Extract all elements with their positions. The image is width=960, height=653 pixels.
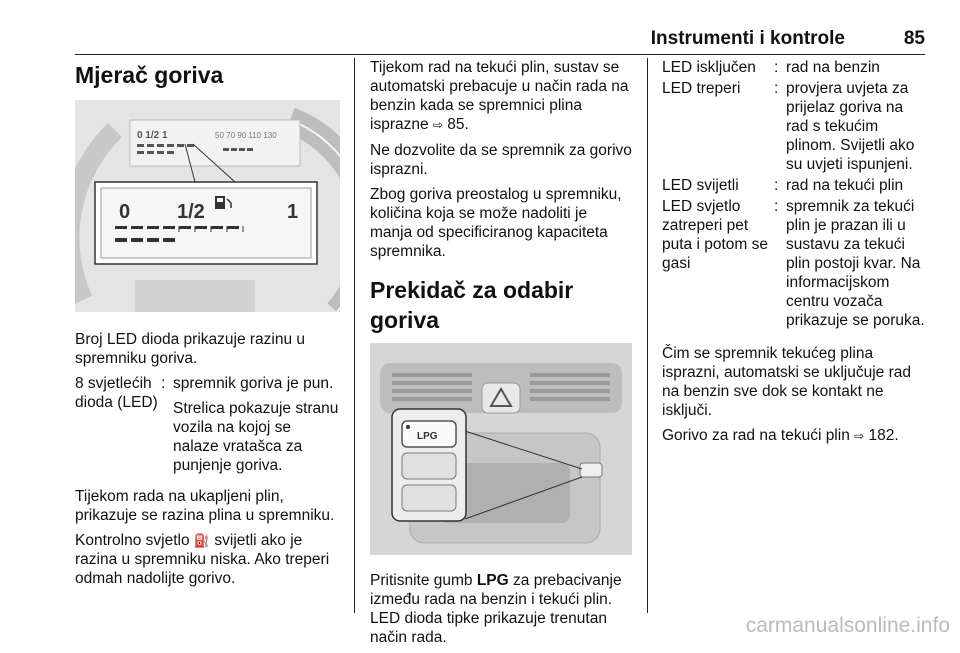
page-header <box>75 28 925 55</box>
warning-light-note <box>75 531 340 588</box>
warning-light-text-b: svijetli ako je razina u spremniku niska. Ako treperi odmah nadolijte gorivo. <box>75 532 330 587</box>
lpg-fuel-reference <box>662 426 926 446</box>
fuel-selector-illustration <box>370 343 632 555</box>
status-term: LED treperi <box>662 80 741 97</box>
fuel-gauge-illustration <box>75 100 340 312</box>
refill-capacity-note: Zbog goriva preostalog u spremniku, količina koja se može nadoliti je manja od specificiranog kapaciteta spremnika. <box>370 186 622 260</box>
empty-tank-warning: Ne dozvolite da se spremnik za gorivo isprazni. <box>370 142 632 178</box>
page-reference-icon: ⇨ <box>432 118 443 132</box>
fuel-warning-icon: ⛽ <box>193 533 211 548</box>
status-row <box>662 58 926 79</box>
fuel-selector-figure <box>370 343 632 555</box>
status-description: provjera uvjeta za prijelaz goriva na rad s tekućim plinom. Svijetli ako su uvjeti ispunjeni. <box>786 80 915 173</box>
status-row <box>662 176 926 197</box>
watermark: carmanualsonline.info <box>745 614 950 637</box>
led-definition-list <box>75 374 340 477</box>
status-description: spremnik za tekući plin je prazan ili u sustavu za tekući plin postoji kvar. Na informacijskom centru vozača prikazuje se poruka. <box>786 198 925 329</box>
status-term: LED isključen <box>662 59 756 76</box>
status-row <box>662 197 926 332</box>
lpg-button-label: LPG <box>417 431 438 442</box>
lpg-button-name: LPG <box>476 572 509 589</box>
status-description: rad na tekući plin <box>786 177 904 194</box>
auto-switch-note <box>370 58 632 135</box>
lpg-fuel-reference-text: Gorivo za rad na tekući plin <box>662 427 850 444</box>
page-reference-link[interactable]: 182. <box>868 427 899 444</box>
gauge-description: Broj LED dioda prikazuje razinu u spremniku goriva. <box>75 331 306 367</box>
definition-row <box>75 374 340 477</box>
lpg-level-note: Tijekom rada na ukapljeni plin, prikazuje se razina plina u spremniku. <box>75 488 335 524</box>
definition-line-2: Strelica pokazuje stranu vozila na kojoj se nalaze vratašca za punjenje goriva. <box>173 400 339 474</box>
column-2 <box>370 58 632 653</box>
column-divider <box>647 58 648 613</box>
page-reference-icon: ⇨ <box>854 429 865 443</box>
status-separator: : <box>774 80 779 97</box>
big-gauge-empty-label: 0 <box>119 201 131 223</box>
section-heading-fuel-gauge: Mjerač goriva <box>75 62 224 88</box>
instruction-text-b: za prebacivanje između rada na benzin i tekući plin. LED dioda tipke prikazuje trenutan način rada. <box>370 572 622 646</box>
definition-term: 8 svjetlećih dioda (LED) <box>75 375 158 411</box>
status-row <box>662 79 926 176</box>
status-term: LED svjetlo zatreperi pet puta i potom se gasi <box>662 198 768 272</box>
status-separator: : <box>774 177 779 194</box>
page-number: 85 <box>903 28 925 49</box>
running-title: Instrumenti i kontrole <box>650 28 845 49</box>
warning-light-text-a: Kontrolno svjetlo <box>75 532 190 549</box>
auto-switch-text: Tijekom rad na tekući plin, sustav se automatski prebacuje u način rada na benzin kada se spremnici plina isprazne <box>370 59 629 133</box>
big-gauge-half-label: 1/2 <box>177 201 205 223</box>
auto-petrol-note: Čim se spremnik tekućeg plina isprazni, automatski se uključuje rad na benzin sve dok se kontakt ne isključi. <box>662 345 911 419</box>
page-reference-link[interactable]: 85. <box>447 116 469 133</box>
status-description: rad na benzin <box>786 59 880 76</box>
small-gauge-text: 0 1/2 1 <box>137 130 168 141</box>
definition-text <box>173 374 340 477</box>
column-3 <box>662 58 926 452</box>
section-heading-fuel-selector: Prekidač za odabir goriva <box>370 277 574 333</box>
column-divider <box>354 58 355 613</box>
column-1 <box>75 58 340 594</box>
status-term: LED svijetli <box>662 177 739 194</box>
status-separator: : <box>774 198 779 215</box>
speed-ticks-text: 50 70 90 110 130 <box>215 131 277 140</box>
definition-separator: : <box>161 375 166 392</box>
led-status-list <box>662 58 926 332</box>
status-separator: : <box>774 59 779 76</box>
big-gauge-full-label: 1 <box>287 201 299 223</box>
fuel-gauge-figure <box>75 100 340 312</box>
instruction-text-a: Pritisnite gumb <box>370 572 473 589</box>
definition-line-1: spremnik goriva je pun. <box>173 375 334 392</box>
lpg-button-instruction <box>370 571 632 647</box>
